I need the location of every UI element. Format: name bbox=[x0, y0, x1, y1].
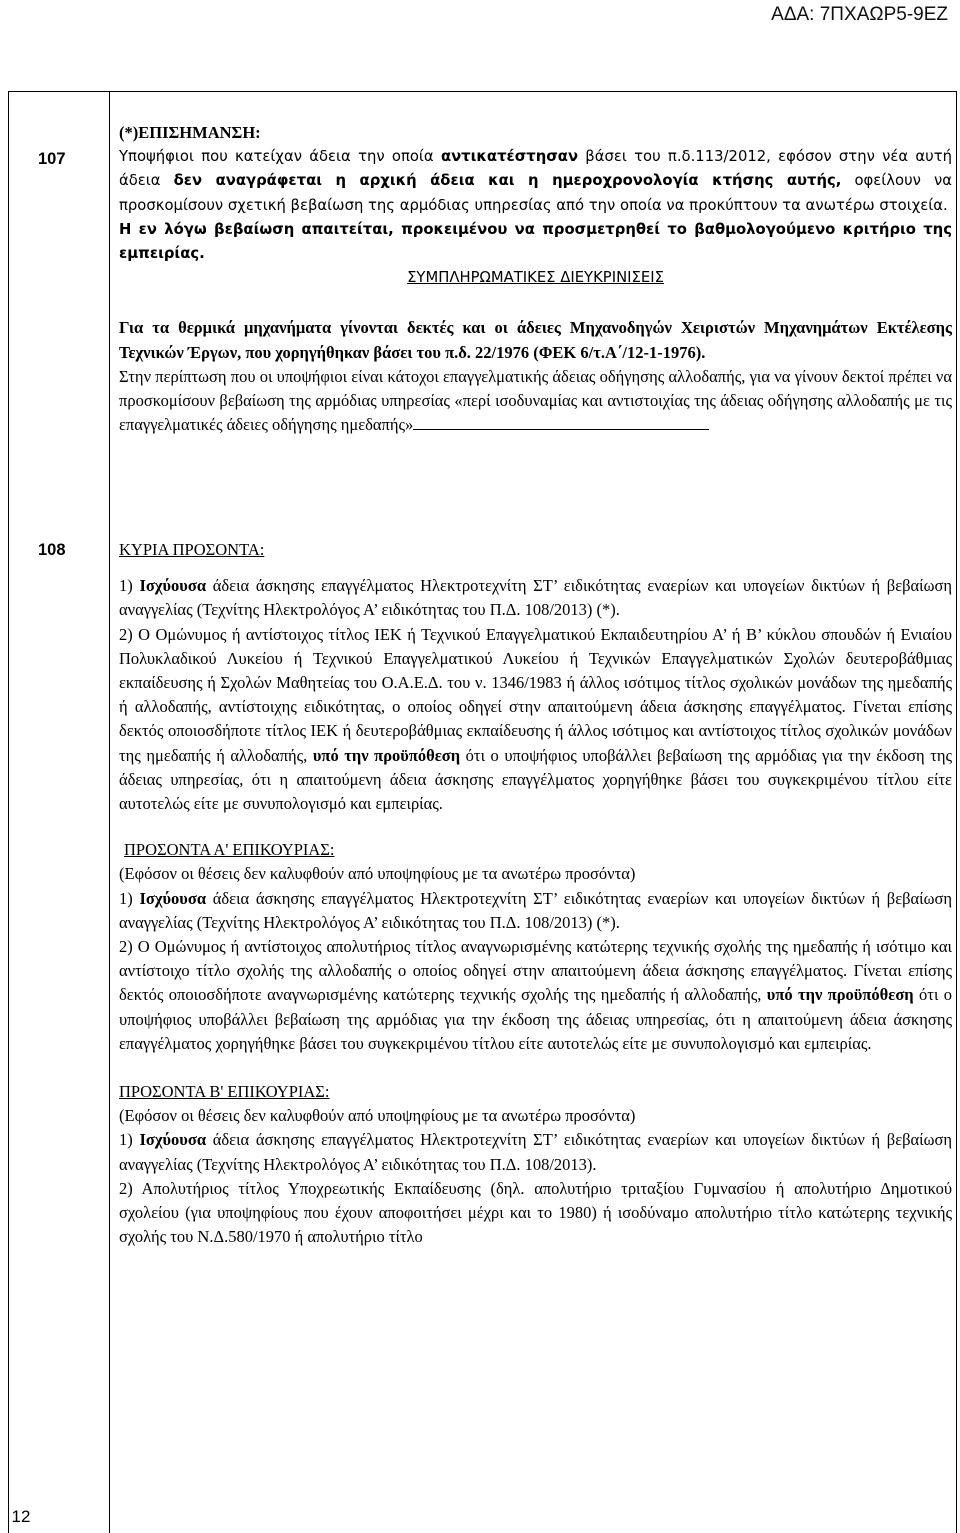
bold-text-run: Ισχύουσα bbox=[139, 576, 207, 596]
bold-text-run: Ισχύουσα bbox=[139, 888, 207, 908]
note-heading: (*)ΕΠΙΣΗΜΑΝΣΗ: bbox=[119, 123, 261, 142]
auxiliary-b-heading: ΠΡΟΣΟΝΤΑ Β' ΕΠΙΚΟΥΡΙΑΣ: bbox=[119, 1082, 330, 1102]
note-paragraph-2: Η εν λόγω βεβαίωση απαιτείται, προκειμένου να προσμετρηθεί το βαθμολογούμενο κριτήριο της εμπειρίας. bbox=[119, 220, 952, 263]
note-paragraph-1 bbox=[119, 145, 952, 218]
text-run: άδεια άσκησης επαγγέλματος Ηλεκτροτεχνίτη ΣΤ’ ειδικότητας εναερίων και υπογείων δικτύων ή βεβαίωση αναγγελίας (Τεχνίτης Ηλεκτρολόγος Α’ ειδικότητας του Π.Δ. 108/2013) (*). bbox=[119, 888, 952, 932]
auxiliary-a-qualification-2 bbox=[119, 935, 952, 1056]
auxiliary-a-note: (Εφόσον οι θέσεις δεν καλυφθούν από υποψηφίους με τα ανωτέρω προσόντα) bbox=[119, 864, 636, 884]
main-qualifications-heading: ΚΥΡΙΑ ΠΡΟΣΟΝΤΑ: bbox=[119, 540, 265, 559]
ada-code: ΑΔΑ: 7ΠΧΑΩΡ5-9ΕΖ bbox=[771, 4, 948, 25]
supplementary-heading: ΣΥΜΠΛΗΡΩΜΑΤΙΚΕΣ ΔΙΕΥΚΡΙΝΙΣΕΙΣ bbox=[407, 269, 664, 287]
text-run: ότι ο υποψήφιος υποβάλλει βεβαίωση της αρμόδιας για την έκδοση της άδειας υπηρεσίας, ότι η απαιτούμενη άδεια άσκησης επαγγέλματος χορηγήθηκε βάσει του συγκεκριμένου τίτλου είτε αυτοτελώς είτε με συνυπολογισμό και εμπειρίας. bbox=[119, 985, 952, 1053]
bold-text-run: υπό την προϋπόθεση bbox=[766, 985, 914, 1005]
table-border-mid bbox=[109, 91, 110, 1533]
auxiliary-b-note: (Εφόσον οι θέσεις δεν καλυφθούν από υποψηφίους με τα ανωτέρω προσόντα) bbox=[119, 1106, 636, 1126]
text-run: Υποψήφιοι που κατείχαν άδεια την οποία bbox=[119, 148, 441, 166]
text-run: 1) bbox=[119, 1130, 140, 1150]
text-run: άδεια άσκησης επαγγέλματος Ηλεκτροτεχνίτη ΣΤ’ ειδικότητας εναερίων και υπογείων δικτύων ή βεβαίωση αναγγελίας (Τεχνίτης Ηλεκτρολόγος Α’ ειδικότητας του Π.Δ. 108/2013) (*). bbox=[119, 576, 952, 620]
trailing-rule bbox=[413, 428, 709, 430]
text-run: 1) bbox=[119, 576, 140, 596]
row-number-107: 107 bbox=[38, 150, 66, 168]
foreign-license-paragraph: Στην περίπτωση που οι υποψήφιοι είναι κάτοχοι επαγγελματικής άδειας οδήγησης αλλοδαπής, για να γίνουν δεκτοί πρέπει να προσκομίσουν βεβαίωση της αρμόδιας υπηρεσίας «περί ισοδυναμίας και αντιστοιχίας της άδειας οδήγησης αλλοδαπής με τις επαγγελματικές άδειες οδήγησης ημεδαπής» bbox=[119, 366, 952, 435]
text-run: 2) Απολυτήριος τίτλος Υποχρεωτικής Εκπαίδευσης (δηλ. απολυτήριο τριταξίου Γυμνασίου ή απολυτήριο Δημοτικού σχολείου (για υποψηφίους που έχουν αποφοιτήσει μέχρι και το 1980) ή ισοδύναμο απολυτήριο τίτλο κατώτερης τεχνικής σχολής του Ν.Δ.580/1970 ή απολυτήριο τίτλο bbox=[119, 1178, 952, 1247]
bold-text-run: δεν αναγράφεται η αρχική άδεια και η ημερoχρονολογία κτήσης αυτής, bbox=[173, 172, 842, 190]
text-run: άδεια άσκησης επαγγέλματος Ηλεκτροτεχνίτη ΣΤ’ ειδικότητας εναερίων και υπογείων δικτύων ή βεβαίωση αναγγελίας (Τεχνίτης Ηλεκτρολόγος Α’ ειδικότητας του Π.Δ. 108/2013). bbox=[119, 1130, 952, 1174]
row-number-108: 108 bbox=[38, 541, 66, 559]
text-run: ότι ο υποψήφιος υποβάλλει βεβαίωση της αρμόδιας για την έκδοση της άδειας υπηρεσίας, ότι η απαιτούμενη άδεια άσκησης επαγγέλματος χορηγήθηκε βάσει του συγκεκριμένου τίτλου είτε αυτοτελώς είτε με συνυπολογισμό και εμπειρίας. bbox=[119, 745, 952, 814]
text-run: οφείλουν να προσκομίσουν σχετική βεβαίωση της αρμόδιας υπηρεσίας από την οποία να προκύπτουν τα ανωτέρω στοιχεία. bbox=[119, 172, 952, 214]
bold-text-run: Ισχύουσα bbox=[139, 1130, 207, 1150]
bold-text-run: υπό την προϋπόθεση bbox=[312, 745, 461, 765]
main-qualification-2 bbox=[119, 623, 952, 817]
auxiliary-a-qualification-1 bbox=[119, 887, 952, 935]
auxiliary-a-heading: ΠΡΟΣΟΝΤΑ Α' ΕΠΙΚΟΥΡΙΑΣ: bbox=[124, 840, 335, 860]
bold-text-run: αντικατέστησαν bbox=[440, 148, 579, 166]
auxiliary-b-qualification-1 bbox=[119, 1128, 952, 1176]
main-qualification-1 bbox=[119, 574, 952, 622]
row-108-content bbox=[119, 538, 952, 1249]
table-border-top bbox=[8, 91, 957, 92]
text-run: 1) bbox=[119, 888, 140, 908]
page-number: 12 bbox=[11, 1507, 31, 1526]
table-border-right bbox=[956, 91, 957, 1533]
thermal-machines-paragraph: Για τα θερμικά μηχανήματα γίνονται δεκτές και οι άδειες Μηχανοδηγών Χειριστών Μηχανημάτων Εκτέλεσης Τεχνικών Έργων, που χορηγήθηκαν βάσει του π.δ. 22/1976 (ΦΕΚ 6/τ.Α΄/12-1-1976). bbox=[119, 318, 952, 362]
row-107-content bbox=[119, 121, 952, 437]
auxiliary-b-qualification-2 bbox=[119, 1177, 952, 1250]
text-run: 2) Ο Ομώνυμος ή αντίστοιχος απολυτήριος τίτλος αναγνωρισμένης κατώτερης τεχνικής σχολής της ημεδαπής ή ισότιμο και αντίστοιχο τίτλο σχολής της αλλοδαπής ο οποίος οδηγεί στην απαιτούμενη άδεια άσκησης επαγγέλματος. Γίνεται επίσης δεκτός οποιοσδήποτε αναγνωρισμένης κατώτερης τεχνικής σχολής της ημεδαπής ή αλλοδαπής, bbox=[119, 937, 952, 1005]
text-run: βάσει του π.δ.113/2012, εφόσον στην νέα αυτή άδεια bbox=[119, 148, 953, 190]
table-border-left bbox=[8, 91, 9, 1533]
text-run: 2) Ο Ομώνυμος ή αντίστοιχος τίτλος ΙΕΚ ή Τεχνικού Επαγγελματικού Εκπαιδευτηρίου Α’ ή Β’ κύκλου σπουδών ή Ενιαίου Πολυκλαδικού Λυκείου ή Τεχνικού Επαγγελματικού Λυκείου ή Τεχνικών Επαγγελματικών Σχολών δευτεροβάθμιας εκπαίδευσης ή Σχολών Μαθητείας του Ο.Α.Ε.Δ. του ν. 1346/1983 ή άλλος ισότιμος τίτλος σχολικών μονάδων της ημεδαπής ή αλλοδαπής, αντίστοιχης ειδικότητας, ο οποίος οδηγεί στην απαιτούμενη άδεια άσκησης επαγγέλματος. Γίνεται επίσης δεκτός οποιοσδήποτε τίτλος ΙΕΚ ή δευτεροβάθμιας εκπαίδευσης ή άλλος ισότιμος και αντίστοιχος τίτλος σχολικών μονάδων της ημεδαπής ή αλλοδαπής, bbox=[119, 624, 952, 765]
